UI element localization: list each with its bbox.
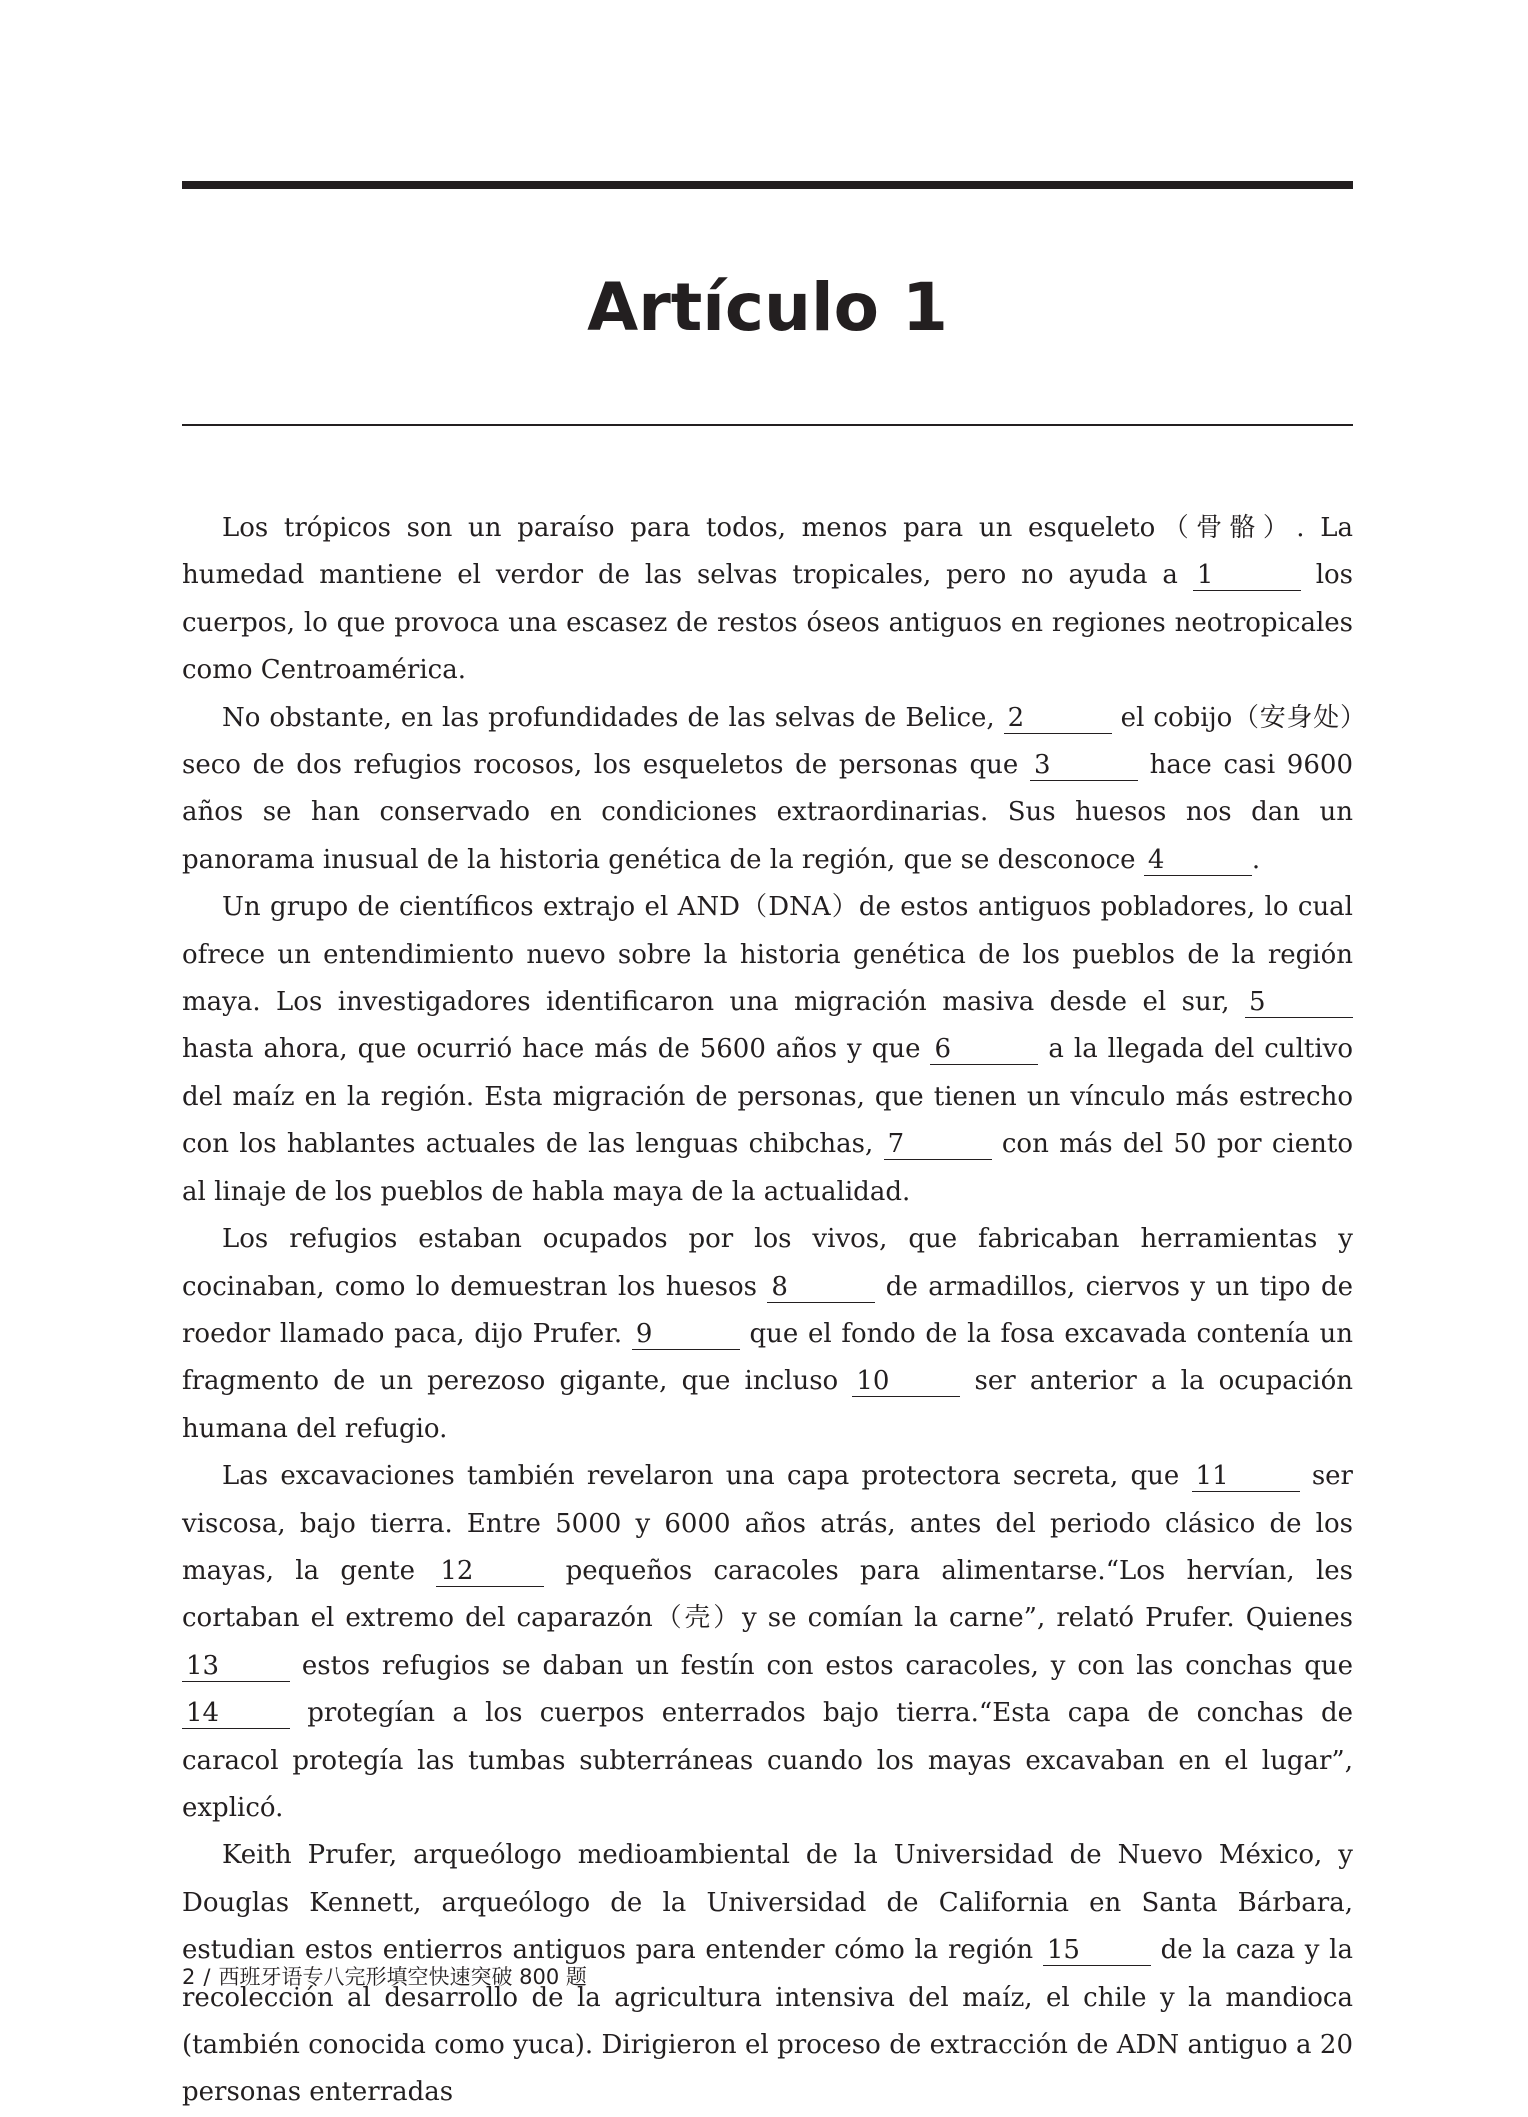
- text-run: ser viscosa, bajo tierra. Entre 5000 y 6000 años atrás, antes del periodo clásico de los mayas, la gente: [182, 1461, 1353, 1586]
- blank-7[interactable]: 7: [884, 1129, 992, 1160]
- paragraph: [182, 1216, 1353, 1453]
- text-run: hasta ahora, que ocurrió hace más de 5600 años y que: [182, 1034, 931, 1065]
- blank-11[interactable]: 11: [1192, 1461, 1300, 1492]
- footer-separator: /: [203, 1965, 211, 1989]
- paragraph: [182, 695, 1353, 885]
- text-run: Las excavaciones también revelaron una capa protectora secreta, que: [222, 1461, 1192, 1492]
- text-run: estos refugios se daban un festín con estos caracoles, y con las conchas que: [290, 1650, 1353, 1681]
- text-run: .: [1251, 844, 1261, 875]
- text-run: ser anterior a la ocupación humana del refugio.: [182, 1366, 1353, 1444]
- text-run: los cuerpos, lo que provoca una escasez de restos óseos antiguos en regiones neotropicales como Centroamérica.: [182, 560, 1354, 686]
- blank-12[interactable]: 12: [436, 1556, 544, 1587]
- blank-3[interactable]: 3: [1030, 750, 1138, 781]
- blank-9[interactable]: 9: [632, 1319, 740, 1350]
- paragraph: [182, 884, 1353, 1216]
- text-run: con más del 50 por ciento al linaje de los pueblos de habla maya de la actualidad.: [182, 1129, 1354, 1207]
- book-title: 西班牙语专八完形填空快速突破 800 题: [218, 1965, 587, 1989]
- text-run: el cobijo（安身处）seco de dos refugios rocosos, los esqueletos de personas que: [182, 702, 1353, 781]
- text-run: de armadillos, ciervos y un tipo de roedor llamado paca, dijo Prufer.: [182, 1271, 1353, 1349]
- blank-1[interactable]: 1: [1193, 560, 1301, 591]
- top-rule: [182, 181, 1353, 189]
- blank-10[interactable]: 10: [852, 1366, 960, 1397]
- blank-5[interactable]: 5: [1245, 987, 1353, 1018]
- text-run: pequeños caracoles para alimentarse.“Los hervían, les cortaban el extremo del caparazón（壳）y se comían la carne”, relató Prufer. Quienes: [182, 1555, 1353, 1634]
- article-body: [182, 505, 1353, 2117]
- page-number: 2: [182, 1965, 196, 1989]
- blank-6[interactable]: 6: [930, 1034, 1038, 1065]
- text-run: Los trópicos son un paraíso para todos, menos para un esqueleto（骨骼）. La humedad mantiene el verdor de las selvas tropicales, pero no ayuda a: [182, 513, 1353, 591]
- blank-2[interactable]: 2: [1004, 703, 1112, 734]
- text-run: que el fondo de la fosa excavada contenía un fragmento de un perezoso gigante, que incluso: [182, 1318, 1354, 1397]
- text-run: a la llegada del cultivo del maíz en la región. Esta migración de personas, que tienen un vínculo más estrecho con los hablantes actuales de las lenguas chibchas,: [182, 1034, 1353, 1160]
- paragraph: [182, 1453, 1353, 1832]
- page-footer: [182, 1962, 587, 1992]
- blank-13[interactable]: 13: [182, 1651, 290, 1682]
- blank-14[interactable]: 14: [182, 1698, 290, 1729]
- text-run: No obstante, en las profundidades de las selvas de Belice,: [222, 702, 1004, 733]
- text-run: Un grupo de científicos extrajo el AND（DNA）de estos antiguos pobladores, lo cual ofrece un entendimiento nuevo sobre la historia genética de los pueblos de la región maya. Los investigadores identificaron una migración masiva desde el sur,: [182, 892, 1353, 1018]
- title-rule: [182, 424, 1353, 426]
- text-run: Keith Prufer, arqueólogo medioambiental de la Universidad de Nuevo México, y Douglas Kennett, arqueólogo de la Universidad de California en Santa Bárbara, estudian estos entierros antiguos para entender cómo la región: [182, 1840, 1353, 1966]
- blank-15[interactable]: 15: [1043, 1935, 1151, 1966]
- text-run: de la caza y la recolección al desarrollo de la agricultura intensiva del maíz, el chile y la mandioca (también conocida como yuca). Dirigieron el proceso de extracción de ADN antiguo a 20 personas enterradas: [182, 1935, 1353, 2108]
- text-run: hace casi 9600 años se han conservado en condiciones extraordinarias. Sus huesos nos dan un panorama inusual de la historia genética de la región, que se desconoce: [182, 750, 1353, 875]
- paragraph: [182, 505, 1353, 695]
- text-run: Los refugios estaban ocupados por los vivos, que fabricaban herramientas y cocinaban, como lo demuestran los huesos: [182, 1224, 1353, 1302]
- article-title: Artículo 1: [587, 269, 948, 346]
- blank-4[interactable]: 4: [1144, 845, 1252, 876]
- blank-8[interactable]: 8: [767, 1272, 875, 1303]
- text-run: protegían a los cuerpos enterrados bajo tierra.“Esta capa de conchas de caracol protegía las tumbas subterráneas cuando los mayas excavaban en el lugar”, explicó.: [182, 1698, 1353, 1823]
